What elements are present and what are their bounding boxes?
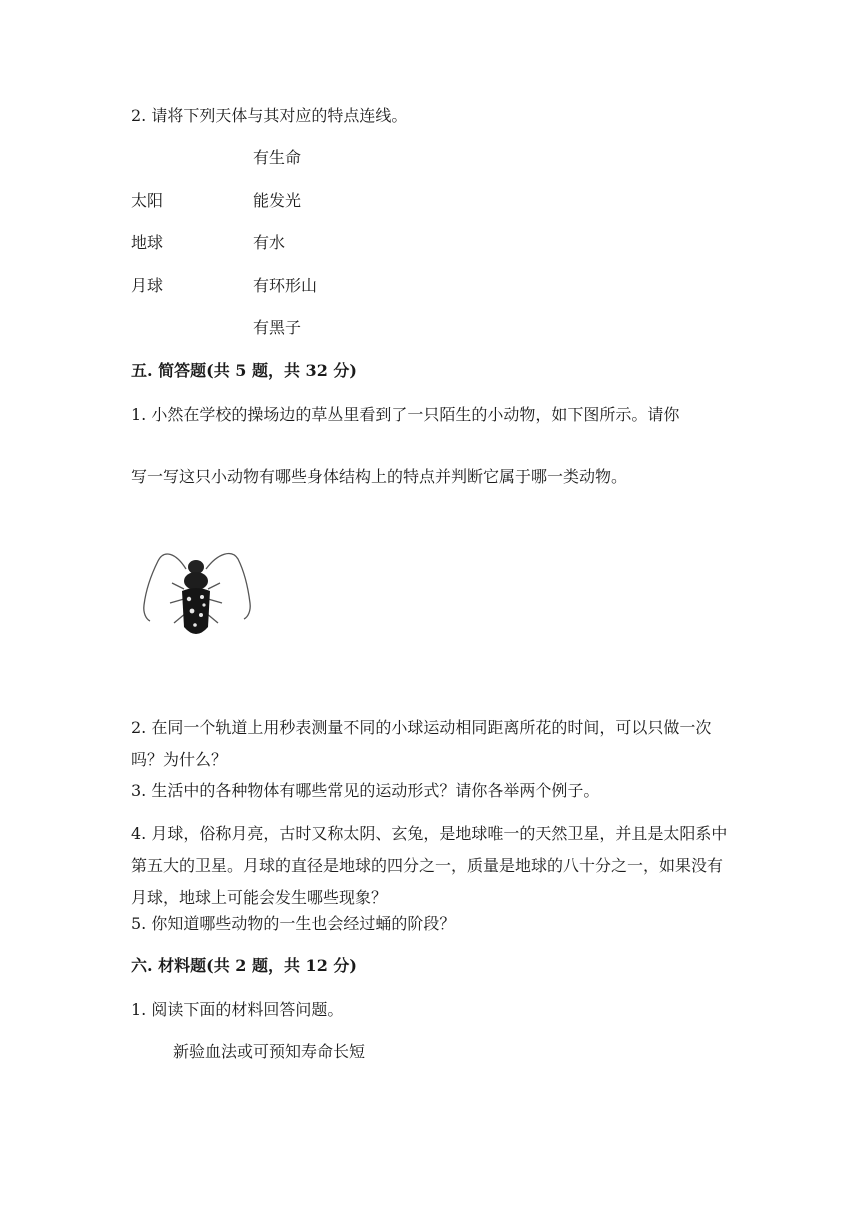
feature-sunspots: 有黑子	[253, 318, 302, 337]
body-moon: 月球	[131, 276, 164, 295]
s5-q4: 4. 月球，俗称月亮，古时又称太阴、玄兔，是地球唯一的天然卫星，并且是太阳系中第五大的卫星。月球的直径是地球的四分之一，质量是地球的八十分之一，如果没有月球，地球上可能会发生哪些现象？	[131, 824, 728, 907]
section6-heading: 六. 材料题(共 2 题，共 12 分)	[131, 956, 357, 975]
section5-heading: 五. 简答题(共 5 题，共 32 分)	[131, 361, 357, 380]
s6-q1: 1. 阅读下面的材料回答问题。	[131, 1000, 344, 1019]
body-sun: 太阳	[131, 191, 164, 210]
q2-prompt: 2. 请将下列天体与其对应的特点连线。	[131, 106, 408, 125]
feature-light: 能发光	[253, 191, 302, 210]
s5-q2: 2. 在同一个轨道上用秒表测量不同的小球运动相同距离所花的时间，可以只做一次吗？为什么？	[131, 718, 712, 769]
feature-water: 有水	[253, 233, 286, 252]
s5-q3: 3. 生活中的各种物体有哪些常见的运动形式？请你各举两个例子。	[131, 781, 600, 800]
material-title: 新验血法或可预知寿命长短	[173, 1042, 366, 1061]
s5-q1-line1: 1. 小然在学校的操场边的草丛里看到了一只陌生的小动物，如下图所示。请你	[131, 405, 680, 424]
s5-q5: 5. 你知道哪些动物的一生也会经过蛹的阶段？	[131, 914, 456, 933]
beetle-image	[138, 545, 256, 645]
feature-life: 有生命	[253, 148, 302, 167]
s5-q1-line2: 写一写这只小动物有哪些身体结构上的特点并判断它属于哪一类动物。	[131, 467, 628, 486]
feature-craters: 有环形山	[253, 276, 318, 295]
body-earth: 地球	[131, 233, 164, 252]
